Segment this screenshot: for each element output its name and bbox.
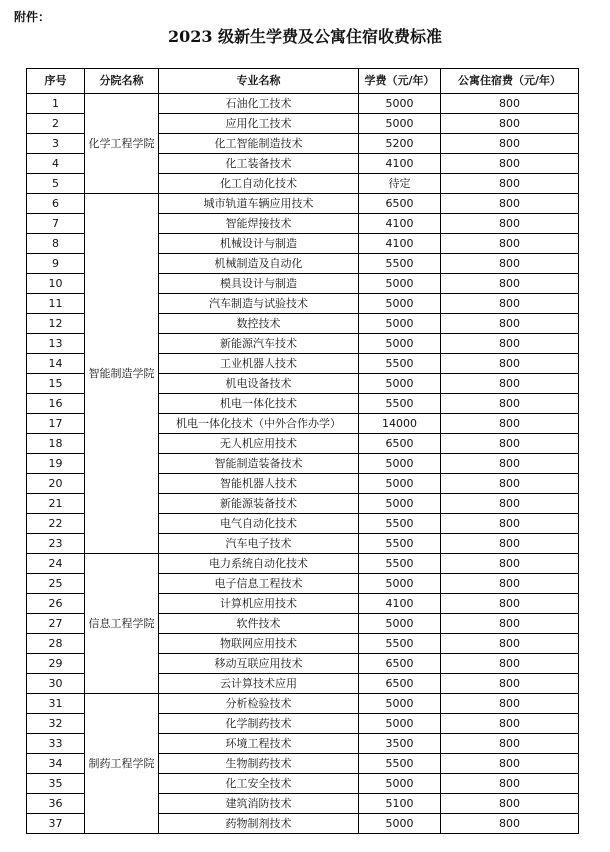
- row-number-cell: 27: [27, 614, 85, 634]
- tuition-cell: 5000: [359, 474, 441, 494]
- tuition-cell: 5000: [359, 114, 441, 134]
- dorm-fee-cell: 800: [441, 214, 579, 234]
- major-name-cell: 智能制造装备技术: [159, 454, 359, 474]
- tuition-cell: 5500: [359, 534, 441, 554]
- dorm-fee-cell: 800: [441, 674, 579, 694]
- row-number-cell: 22: [27, 514, 85, 534]
- major-name-cell: 无人机应用技术: [159, 434, 359, 454]
- row-number-cell: 18: [27, 434, 85, 454]
- dorm-fee-cell: 800: [441, 434, 579, 454]
- college-name-cell: 制药工程学院: [85, 694, 159, 834]
- tuition-cell: 5200: [359, 134, 441, 154]
- major-name-cell: 数控技术: [159, 314, 359, 334]
- major-name-cell: 汽车电子技术: [159, 534, 359, 554]
- tuition-cell: 5500: [359, 354, 441, 374]
- row-number-cell: 21: [27, 494, 85, 514]
- tuition-cell: 4100: [359, 214, 441, 234]
- row-number-cell: 31: [27, 694, 85, 714]
- dorm-fee-cell: 800: [441, 394, 579, 414]
- tuition-cell: 待定: [359, 174, 441, 194]
- tuition-cell: 5000: [359, 574, 441, 594]
- row-number-cell: 7: [27, 214, 85, 234]
- tuition-cell: 5000: [359, 94, 441, 114]
- dorm-fee-cell: 800: [441, 694, 579, 714]
- row-number-cell: 35: [27, 774, 85, 794]
- tuition-cell: 6500: [359, 674, 441, 694]
- row-number-cell: 20: [27, 474, 85, 494]
- major-name-cell: 新能源汽车技术: [159, 334, 359, 354]
- dorm-fee-cell: 800: [441, 574, 579, 594]
- major-name-cell: 生物制药技术: [159, 754, 359, 774]
- major-name-cell: 机械设计与制造: [159, 234, 359, 254]
- dorm-fee-cell: 800: [441, 774, 579, 794]
- column-header-tuition: 学费（元/年）: [359, 69, 441, 94]
- tuition-cell: 5100: [359, 794, 441, 814]
- dorm-fee-cell: 800: [441, 534, 579, 554]
- dorm-fee-cell: 800: [441, 314, 579, 334]
- row-number-cell: 25: [27, 574, 85, 594]
- row-number-cell: 32: [27, 714, 85, 734]
- major-name-cell: 化学制药技术: [159, 714, 359, 734]
- column-header-college: 分院名称: [85, 69, 159, 94]
- table-row: [27, 694, 579, 714]
- tuition-cell: 5000: [359, 814, 441, 834]
- major-name-cell: 电力系统自动化技术: [159, 554, 359, 574]
- dorm-fee-cell: 800: [441, 274, 579, 294]
- tuition-cell: 6500: [359, 434, 441, 454]
- dorm-fee-cell: 800: [441, 354, 579, 374]
- page-title: 2023 级新生学费及公寓住宿收费标准: [167, 27, 443, 46]
- major-name-cell: 机电一体化技术: [159, 394, 359, 414]
- dorm-fee-cell: 800: [441, 614, 579, 634]
- college-name-cell: 智能制造学院: [85, 194, 159, 554]
- major-name-cell: 建筑消防技术: [159, 794, 359, 814]
- row-number-cell: 17: [27, 414, 85, 434]
- dorm-fee-cell: 800: [441, 814, 579, 834]
- row-number-cell: 13: [27, 334, 85, 354]
- tuition-cell: 5000: [359, 774, 441, 794]
- tuition-cell: 5000: [359, 494, 441, 514]
- row-number-cell: 15: [27, 374, 85, 394]
- major-name-cell: 移动互联应用技术: [159, 654, 359, 674]
- dorm-fee-cell: 800: [441, 374, 579, 394]
- dorm-fee-cell: 800: [441, 654, 579, 674]
- dorm-fee-cell: 800: [441, 554, 579, 574]
- dorm-fee-cell: 800: [441, 194, 579, 214]
- dorm-fee-cell: 800: [441, 134, 579, 154]
- tuition-cell: 14000: [359, 414, 441, 434]
- dorm-fee-cell: 800: [441, 474, 579, 494]
- tuition-cell: 5500: [359, 754, 441, 774]
- tuition-cell: 5000: [359, 334, 441, 354]
- row-number-cell: 8: [27, 234, 85, 254]
- major-name-cell: 智能焊接技术: [159, 214, 359, 234]
- dorm-fee-cell: 800: [441, 154, 579, 174]
- column-header-dorm-fee: 公寓住宿费（元/年）: [441, 69, 579, 94]
- column-header-number: 序号: [27, 69, 85, 94]
- major-name-cell: 石油化工技术: [159, 94, 359, 114]
- major-name-cell: 物联网应用技术: [159, 634, 359, 654]
- dorm-fee-cell: 800: [441, 174, 579, 194]
- tuition-cell: 5000: [359, 614, 441, 634]
- tuition-cell: 5500: [359, 634, 441, 654]
- tuition-cell: 4100: [359, 594, 441, 614]
- row-number-cell: 3: [27, 134, 85, 154]
- major-name-cell: 汽车制造与试验技术: [159, 294, 359, 314]
- tuition-cell: 6500: [359, 654, 441, 674]
- row-number-cell: 37: [27, 814, 85, 834]
- row-number-cell: 29: [27, 654, 85, 674]
- row-number-cell: 6: [27, 194, 85, 214]
- row-number-cell: 1: [27, 94, 85, 114]
- major-name-cell: 模具设计与制造: [159, 274, 359, 294]
- major-name-cell: 机电设备技术: [159, 374, 359, 394]
- dorm-fee-cell: 800: [441, 414, 579, 434]
- row-number-cell: 5: [27, 174, 85, 194]
- row-number-cell: 28: [27, 634, 85, 654]
- major-name-cell: 环境工程技术: [159, 734, 359, 754]
- tuition-cell: 4100: [359, 234, 441, 254]
- dorm-fee-cell: 800: [441, 94, 579, 114]
- tuition-cell: 5000: [359, 374, 441, 394]
- tuition-cell: 4100: [359, 154, 441, 174]
- row-number-cell: 12: [27, 314, 85, 334]
- table-header-row: [27, 69, 579, 94]
- major-name-cell: 化工安全技术: [159, 774, 359, 794]
- table-row: [27, 194, 579, 214]
- major-name-cell: 电子信息工程技术: [159, 574, 359, 594]
- major-name-cell: 化工装备技术: [159, 154, 359, 174]
- dorm-fee-cell: 800: [441, 334, 579, 354]
- fee-table: [26, 68, 579, 834]
- major-name-cell: 分析检验技术: [159, 694, 359, 714]
- dorm-fee-cell: 800: [441, 494, 579, 514]
- dorm-fee-cell: 800: [441, 514, 579, 534]
- tuition-cell: 5500: [359, 394, 441, 414]
- tuition-cell: 3500: [359, 734, 441, 754]
- major-name-cell: 机电一体化技术（中外合作办学）: [159, 414, 359, 434]
- college-name-cell: 化学工程学院: [85, 94, 159, 194]
- dorm-fee-cell: 800: [441, 594, 579, 614]
- row-number-cell: 26: [27, 594, 85, 614]
- row-number-cell: 24: [27, 554, 85, 574]
- major-name-cell: 药物制剂技术: [159, 814, 359, 834]
- row-number-cell: 33: [27, 734, 85, 754]
- fee-table-body: [27, 94, 579, 834]
- tuition-cell: 5500: [359, 254, 441, 274]
- row-number-cell: 14: [27, 354, 85, 374]
- major-name-cell: 电气自动化技术: [159, 514, 359, 534]
- major-name-cell: 计算机应用技术: [159, 594, 359, 614]
- row-number-cell: 4: [27, 154, 85, 174]
- row-number-cell: 9: [27, 254, 85, 274]
- row-number-cell: 23: [27, 534, 85, 554]
- major-name-cell: 工业机器人技术: [159, 354, 359, 374]
- major-name-cell: 机械制造及自动化: [159, 254, 359, 274]
- attachment-label: 附件：: [14, 10, 51, 24]
- dorm-fee-cell: 800: [441, 794, 579, 814]
- tuition-cell: 5000: [359, 294, 441, 314]
- tuition-cell: 5500: [359, 514, 441, 534]
- dorm-fee-cell: 800: [441, 754, 579, 774]
- tuition-cell: 6500: [359, 194, 441, 214]
- dorm-fee-cell: 800: [441, 734, 579, 754]
- row-number-cell: 30: [27, 674, 85, 694]
- row-number-cell: 2: [27, 114, 85, 134]
- tuition-cell: 5000: [359, 714, 441, 734]
- tuition-cell: 5000: [359, 454, 441, 474]
- dorm-fee-cell: 800: [441, 114, 579, 134]
- dorm-fee-cell: 800: [441, 634, 579, 654]
- major-name-cell: 城市轨道车辆应用技术: [159, 194, 359, 214]
- college-name-cell: 信息工程学院: [85, 554, 159, 694]
- dorm-fee-cell: 800: [441, 254, 579, 274]
- tuition-cell: 5000: [359, 694, 441, 714]
- row-number-cell: 36: [27, 794, 85, 814]
- major-name-cell: 化工智能制造技术: [159, 134, 359, 154]
- row-number-cell: 10: [27, 274, 85, 294]
- major-name-cell: 软件技术: [159, 614, 359, 634]
- major-name-cell: 化工自动化技术: [159, 174, 359, 194]
- row-number-cell: 16: [27, 394, 85, 414]
- major-name-cell: 新能源装备技术: [159, 494, 359, 514]
- tuition-cell: 5500: [359, 554, 441, 574]
- dorm-fee-cell: 800: [441, 234, 579, 254]
- tuition-cell: 5000: [359, 314, 441, 334]
- dorm-fee-cell: 800: [441, 294, 579, 314]
- tuition-cell: 5000: [359, 274, 441, 294]
- dorm-fee-cell: 800: [441, 454, 579, 474]
- table-row: [27, 554, 579, 574]
- row-number-cell: 34: [27, 754, 85, 774]
- dorm-fee-cell: 800: [441, 714, 579, 734]
- major-name-cell: 智能机器人技术: [159, 474, 359, 494]
- major-name-cell: 应用化工技术: [159, 114, 359, 134]
- row-number-cell: 19: [27, 454, 85, 474]
- table-row: [27, 94, 579, 114]
- column-header-major: 专业名称: [159, 69, 359, 94]
- major-name-cell: 云计算技术应用: [159, 674, 359, 694]
- row-number-cell: 11: [27, 294, 85, 314]
